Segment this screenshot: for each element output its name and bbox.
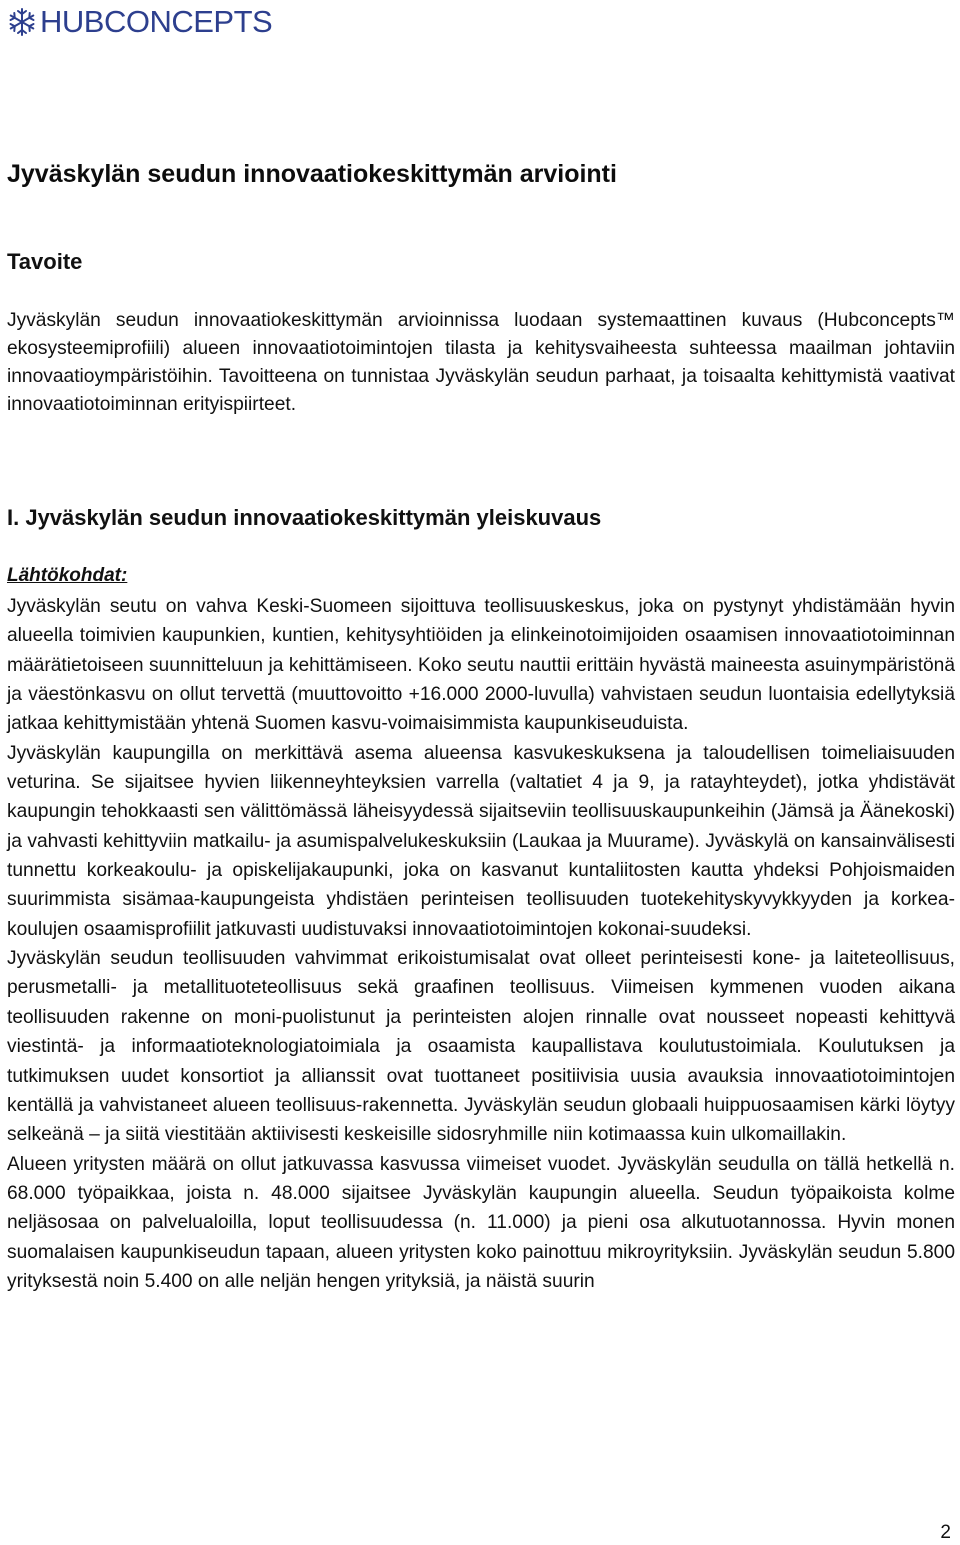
- overview-body: [7, 592, 955, 1296]
- snowflake-icon: [6, 6, 38, 38]
- page-number: 2: [940, 1522, 951, 1543]
- starting-points-subheading: Lähtökohdat:: [7, 565, 128, 586]
- document-title: Jyväskylän seudun innovaatiokeskittymän arviointi: [7, 160, 617, 188]
- overview-paragraph: Alueen yritysten määrä on ollut jatkuvassa kasvussa viimeiset vuodet. Jyväskylän seudulla on tällä hetkellä n. 68.000 työpaikkaa, joista n. 48.000 sijaitsee Jyväskylän kaupungin alueella. Seudun työpaikoista kolme neljäsosaa on palvelualoilla, loput teollisuudessa (n. 11.000) ja pieni osa alkutuotannossa. Hyvin monen suomalaisen kaupunkiseudun tapaan, alueen yritysten koko painottuu mikroyrityksiin. Jyväskylän seudun 5.800 yrityksestä noin 5.400 on alle neljän hengen yrityksiä, ja näistä suurin: [7, 1153, 955, 1292]
- overview-heading: I. Jyväskylän seudun innovaatiokeskittymän yleiskuvaus: [7, 505, 602, 530]
- overview-paragraph: Jyväskylän kaupungilla on merkittävä asema alueensa kasvukeskuksena ja taloudellisen toimeliaisuuden veturina. Se sijaitsee hyvien liikenneyhteyksien varrella (valtatiet 4 ja 9, ja ratayhteydet), jotka yhdistävät kaupungin tehokkaasti sen välittömässä läheisyydessä sijaitseviin teollisuuskaupunkeihin (Jämsä ja Äänekoski) ja vahvasti kehittyviin matkailu- ja asumispalvelukeskuksiin (Laukaa ja Muurame). Jyväskylä on kansainvälisesti tunnettu korkeakoulu- ja opiskelijakaupunki, joka on kasvanut kuntaliitosten kautta yhdeksi Pohjoismaiden suurimmista sisämaa-kaupungeista yhdistäen perinteisen teollisuuden tuotekehityskyvykkyyden ja korkea-koulujen osaamisprofiilit jatkuvasti uudistuvaksi innovaatiotoimintojen kokonai-suudeksi.: [7, 742, 955, 940]
- overview-paragraph: Jyväskylän seutu on vahva Keski-Suomeen sijoittuva teollisuuskeskus, joka on pystynyt yhdistämään hyvin alueella toimivien kaupunkien, kuntien, kehitysyhtiöiden ja elinkeinotoimijoiden osaamisen innovaatiotoiminnan määrätietoiseen suunnitteluun ja kehittämiseen. Koko seutu nauttii erittäin hyvästä maineesta asuinympäristönä ja väestönkasvu on ollut tervettä (muuttovoitto +16.000 2000-luvulla) vahvistaen seudun luontaisia edellytyksiä jatkaa kehittymistään yhtenä Suomen kasvu-voimaisimmista kaupunkiseuduista.: [7, 596, 955, 735]
- overview-paragraph: Jyväskylän seudun teollisuuden vahvimmat erikoistumisalat ovat olleet perinteisesti kone- ja laiteteollisuus, perusmetalli- ja metallituoteteollisuus sekä graafinen teollisuus. Viimeisen kymmenen vuoden aikana teollisuuden rakenne on moni-puolistunut ja perinteisten alojen rinnalle ovat nousseet nopeasti kehittyvä viestintä- ja informaatioteknologiatoimiala ja osaamista kaupallistava koulutustoimiala. Koulutuksen ja tutkimuksen uudet konsortiot ja allianssit ovat tuottaneet positiivisia uusia avauksia innovaatiotoimintojen kentällä ja vahvistaneet alueen teollisuus-rakennetta. Jyväskylän seudun globaali huippuosaamisen kärki löytyy selkeänä – ja siitä viestitään aktiivisesti keskeisille sidosryhmille niin kotimaassa kuin ulkomaillakin.: [7, 948, 955, 1146]
- goal-paragraph: Jyväskylän seudun innovaatiokeskittymän arvioinnissa luodaan systemaattinen kuvaus (Hubconcepts™ ekosysteemiprofiili) alueen innovaatiotoimintojen tilasta ja kehitysvaiheesta suhteessa maailman johtaviin innovaatioympäristöihin. Tavoitteena on tunnistaa Jyväskylän seudun parhaat, ja toisaalta kehittymistä vaativat innovaatiotoiminnan erityispiirteet.: [7, 310, 955, 415]
- goal-heading: Tavoite: [7, 249, 83, 274]
- logo-text: HUBCONCEPTS: [40, 4, 273, 39]
- hubconcepts-logo: [6, 2, 272, 42]
